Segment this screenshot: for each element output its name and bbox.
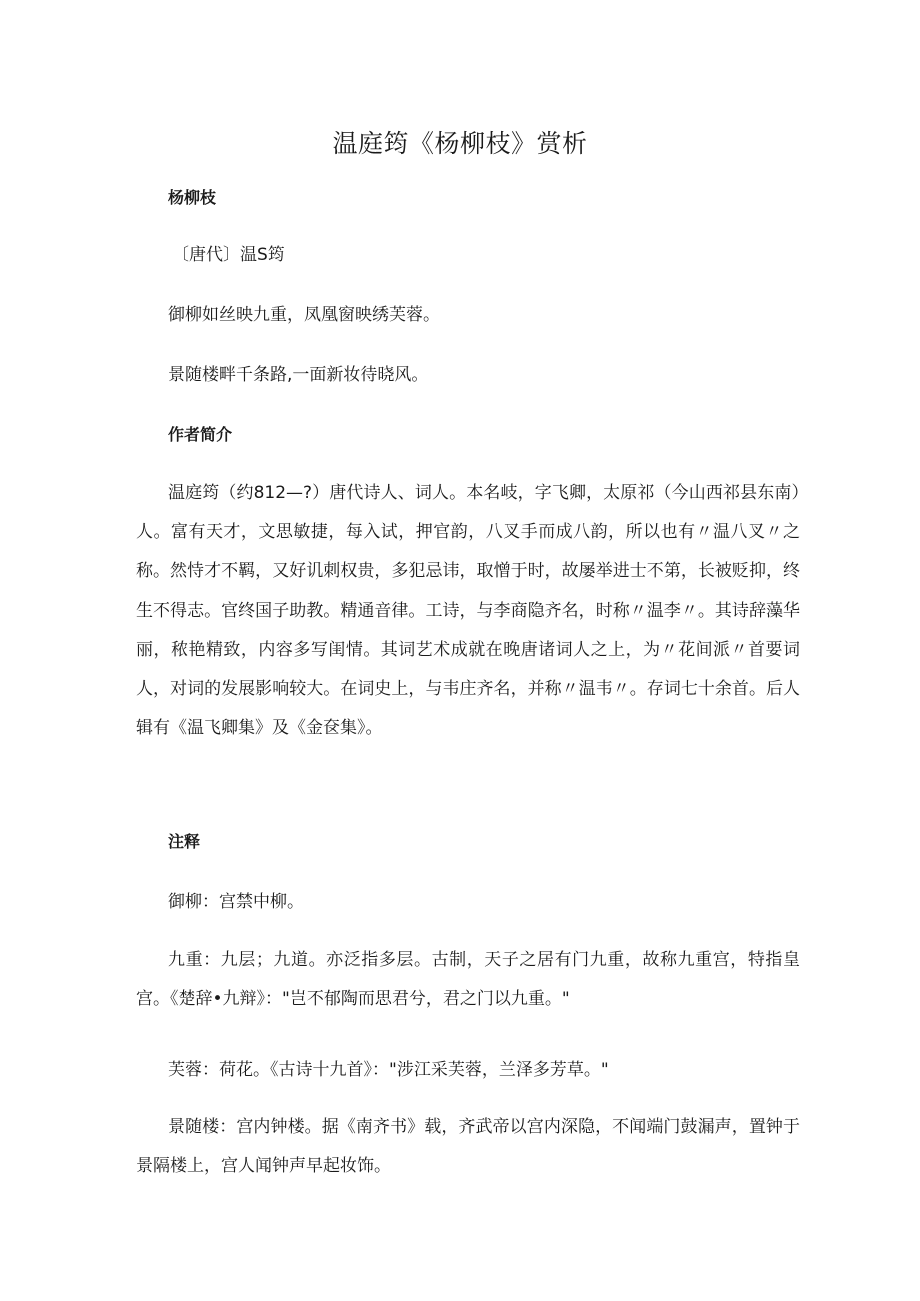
note-item-yuliu: 御柳：宫禁中柳。	[168, 892, 304, 912]
poem-heading: 杨柳枝	[168, 188, 217, 207]
author-intro-paragraph: 温庭筠（约812—?）唐代诗人、词人。本名岐，字飞卿，太原祁（今山西祁县东南）人。富有天才，文思敏捷，每入试，押官韵，八叉手而成八韵，所以也有〃温八叉〃之称。然恃才不羁，又好讥刺权贵，多犯忌讳，取憎于时，故屡举进士不第，长被贬抑，终生不得志。官终国子助教。精通音律。工诗，与李商隐齐名，时称〃温李〃。其诗辞藻华丽，秾艳精致，内容多写闺情。其词艺术成就在晚唐诸词人之上，为〃花间派〃首要词人，对词的发展影响较大。在词史上，与韦庄齐名，并称〃温韦〃。存词七十余首。后人辑有《温飞卿集》及《金奁集》。	[136, 483, 800, 739]
poem-line-1: 御柳如丝映九重，凤凰窗映绣芙蓉。	[168, 305, 440, 325]
note-item-jiuzhong: 九重：九层；九道。亦泛指多层。古制，天子之居有门九重，故称九重宫，特指皇宫。《楚辞•九辩》："岂不郁陶而思君兮，君之门以九重。"	[136, 950, 800, 1010]
poem-author-line: 〔唐代〕温S筠	[172, 245, 285, 265]
document-title: 温庭筠《杨柳枝》赏析	[332, 129, 588, 158]
author-intro-heading: 作者简介	[168, 425, 233, 444]
note-item-furong: 芙蓉：荷花。《古诗十九首》："涉江采芙蓉，兰泽多芳草。"	[168, 1060, 609, 1080]
poem-line-2: 景随楼畔千条路,一面新妆待晓风。	[168, 365, 429, 385]
notes-heading: 注释	[168, 832, 201, 851]
note-item-jingsuilou: 景随楼：宫内钟楼。据《南齐书》载，齐武帝以宫内深隐，不闻端门鼓漏声，置钟于景隔楼上，宫人闻钟声早起妆饰。	[136, 1117, 800, 1177]
